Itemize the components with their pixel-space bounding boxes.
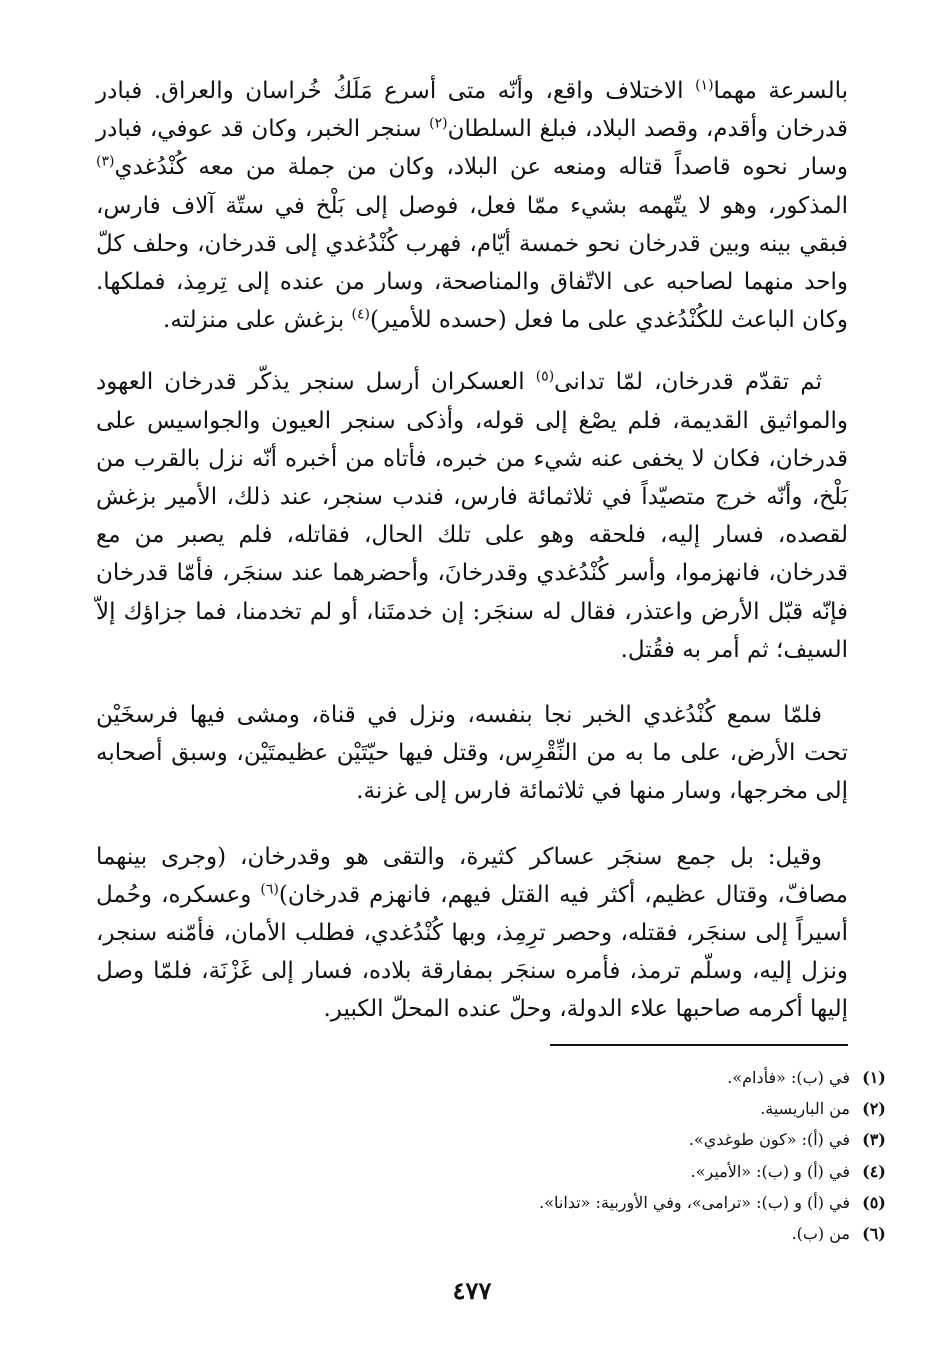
footnotes-list [96, 1062, 898, 1249]
text-run: ثم تقدّم قدرخان، لمّا تدانى [554, 369, 822, 396]
text-run: بزغش على منزلته. [163, 307, 352, 334]
paragraph-4 [96, 838, 848, 1029]
footnote-ref-1[interactable]: (١) [695, 77, 714, 94]
text-run: فلمّا سمع كُنْدُغدي الخبر نجا بنفسه، ونزل في قناة، ومشى فيها فرسخَيْن تحت الأرض، على ما به من النِّقْرِس، وقتل فيها حيّتَيْن عظيمتَيْن، وسبق أصحابه إلى مخرجها، وسار منها في ثلاثمائة فارس إلى غزنة. [96, 702, 848, 805]
main-text [96, 72, 848, 1029]
footnote-6 [96, 1218, 898, 1249]
paragraph-gap [96, 811, 848, 838]
paragraph-2 [96, 363, 848, 669]
footnote-text: من الباريسية. [760, 1099, 850, 1119]
footnote-ref-6[interactable]: (٦) [260, 881, 279, 898]
footnote-number: (١) [862, 1068, 886, 1087]
footnote-number: (٥) [862, 1192, 886, 1212]
page-number: ٤٧٧ [452, 1276, 492, 1305]
footnote-4 [96, 1156, 898, 1187]
text-run: سنجر الخبر، وكان قد عوفي، فبادر وسار نحوه قاصداً قتاله ومنعه عن البلاد، وكان من جملة من معه كُنْدُغدي [96, 116, 848, 181]
text-run: وعسكره، وحُمل أسيراً إلى سنجَر، فقتله، وحصر ترِمِذ، وبها كُنْدُغدي، فطلب الأمان، فأمّنه سنجر، ونزل إليه، وسلّم ترمذ، فأمره سنجَر بمفارقة بلاده، فسار إلى غَزْنَة، فلمّا وصل إليها أكرمه صاحبها علاء الدولة، وحلّ عنده المحلّ الكبير. [96, 881, 848, 1023]
text-run: وقيل: بل جمع سنجَر عساكر كثيرة، والتقى هو وقدرخان، (وجرى بينهما مصافّ، وقتال عظيم، أكثر فيه القتل فيهم، فانهزم قدرخان) [96, 843, 848, 908]
footnote-ref-4[interactable]: (٤) [351, 306, 370, 323]
footnote-separator [550, 1044, 848, 1046]
text-run: المذكور، وهو لا يتّهمه بشيء ممّا فعل، فوصل إلى بَلْخ في ستّة آلاف فارس، فبقي بينه وبين قدرخان نحو خمسة أيّام، فهرب كُنْدُغدي إلى قدرخان، وحلف كلّ واحد منهما لصاحبه عى الاتّفاق والمناصحة، وسار من عنده إلى تِرمِذ، فملكها. وكان الباعث للكُنْدُغدي على ما فعل (حسده للأمير) [96, 192, 848, 334]
footnote-ref-3[interactable]: (٣) [96, 153, 115, 170]
footnote-3 [96, 1124, 898, 1155]
footnote-text: في (أ): «كون طوغدي». [688, 1130, 850, 1150]
footnote-5 [96, 1187, 898, 1218]
footnote-2 [96, 1093, 898, 1124]
footnote-text: في (أ) و (ب): «ترامى»، وفي الأوربية: «تدانا». [539, 1192, 850, 1212]
paragraph-1 [96, 72, 848, 339]
paragraph-3 [96, 696, 848, 811]
footnote-text: من (ب). [791, 1224, 850, 1244]
text-run: العسكران أرسل سنجر يذكّر قدرخان العهود والمواثيق القديمة، فلم يصْغ إلى قوله، وأذكى سنجر العيون والجواسيس على قدرخان، فكان لا يخفى عنه شيء من خبره، فأتاه من أخبره أنّه نزل بالقرب من بَلْخ، وأنّه خرج متصيّداً في ثلاثمائة فارس، فندب سنجر، عند ذلك، الأمير بزغش لقصده، فسار إليه، فلحقه وهو على تلك الحال، فقاتله، فلم يصبر من مع قدرخان، فانهزموا، وأسر كُنْدُغدي وقدرخانَ، وأحضرهما عند سنجَر، فأمّا قدرخان فإنّه قبّل الأرض واعتذر، فقال له سنجَر: إن خدمتَنا، أو لم تخدمنا، فما جزاؤك إلاّ السيف؛ ثم أمر به فقُتل. [96, 369, 848, 663]
footnote-number: (٢) [862, 1099, 886, 1119]
text-run: الاختلاف واقع، وأنّه متى أسرع مَلَكُ خُراسان والعراق. فبادر قدرخان وأقدم، وقصد البلاد، فبلغ السلطان [96, 78, 848, 143]
footnote-number: (٦) [862, 1224, 886, 1244]
footnote-ref-5[interactable]: (٥) [535, 368, 555, 385]
paragraph-gap [96, 339, 848, 363]
footnote-number: (٣) [862, 1130, 886, 1150]
footnote-number: (٤) [862, 1161, 886, 1181]
paragraph-gap [96, 669, 848, 696]
footnote-text: في (أ) و (ب): «الأمير». [690, 1161, 850, 1181]
footnote-text: في (ب): «فأدام». [727, 1068, 850, 1087]
footnote-1 [96, 1062, 898, 1093]
text-run: بالسرعة مهما [713, 78, 848, 104]
footnote-ref-2[interactable]: (٢) [429, 115, 448, 132]
